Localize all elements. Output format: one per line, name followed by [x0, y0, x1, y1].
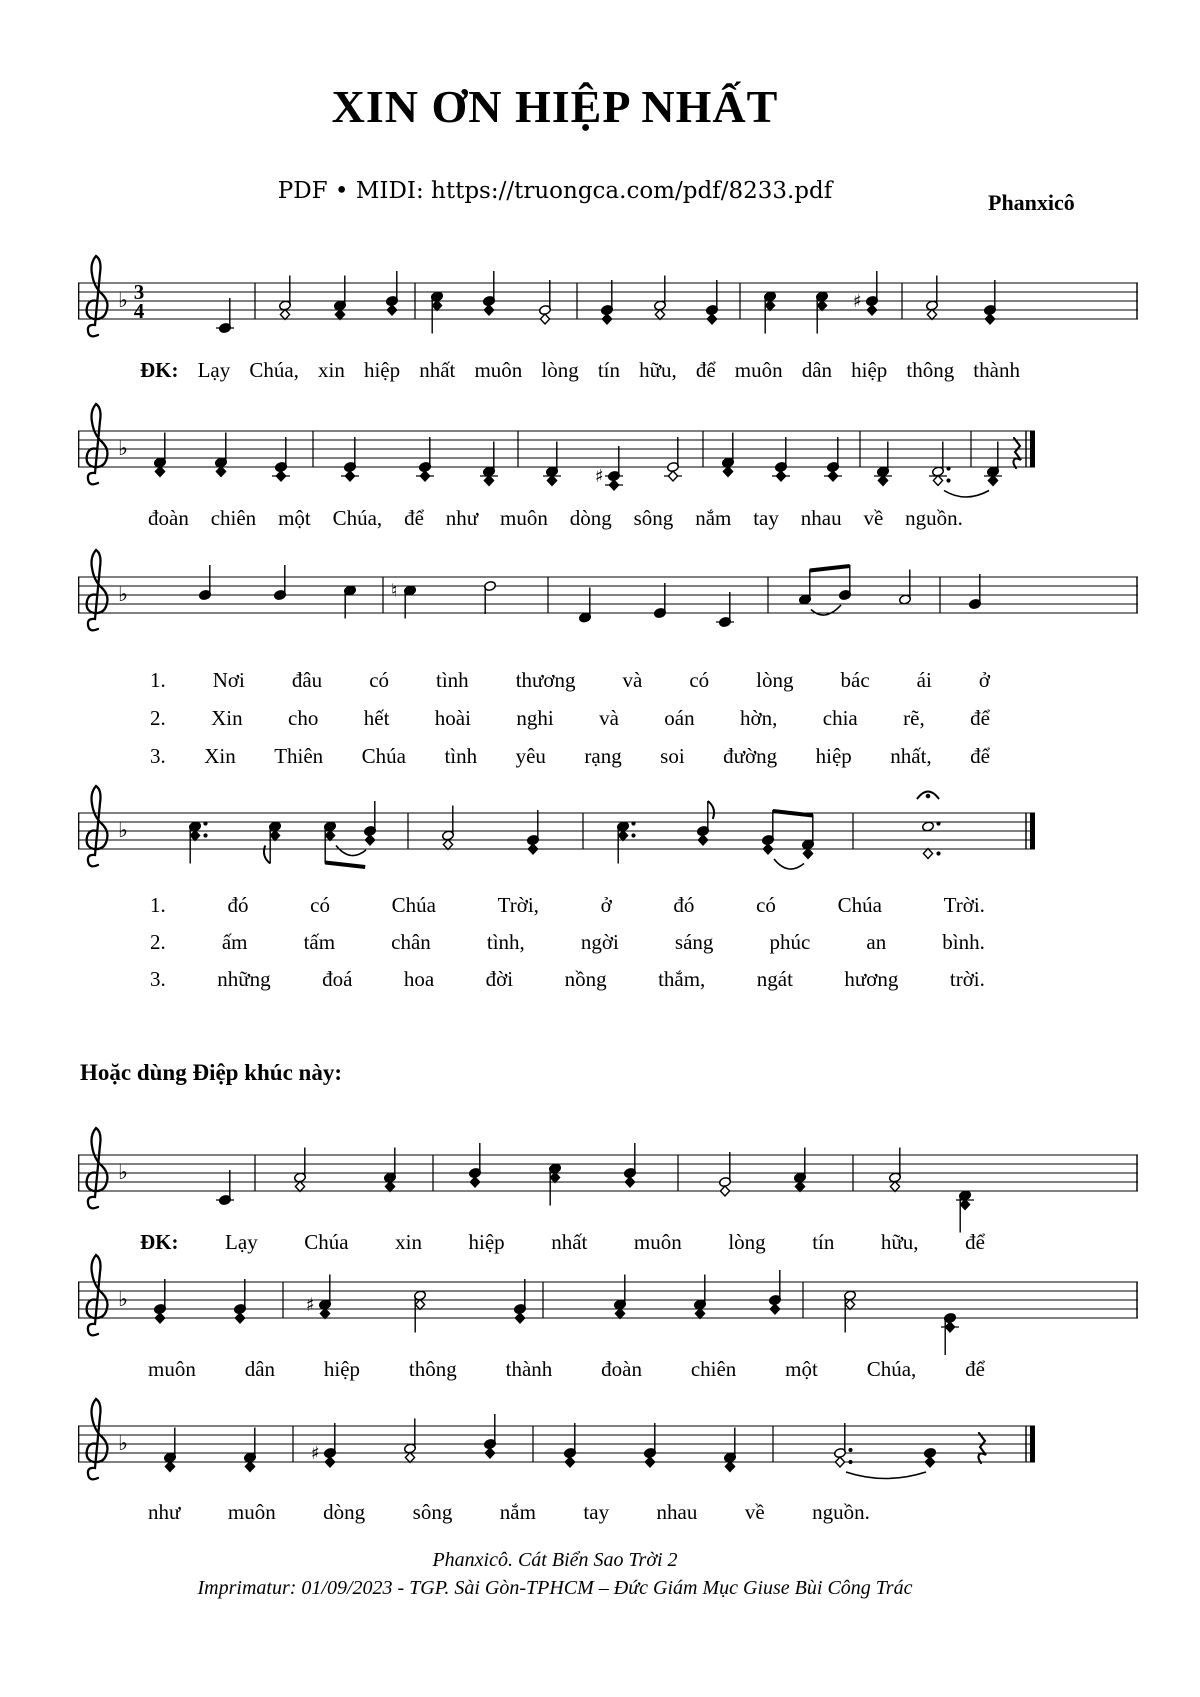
lyric-word: thương: [515, 668, 576, 692]
lyric-word: nhất: [419, 358, 456, 382]
svg-text:3: 3: [133, 280, 145, 304]
lyric-word: phúc: [769, 930, 811, 954]
lyric-word: Trời.: [943, 893, 985, 917]
lyric-word: chia: [822, 706, 858, 730]
lyric-word: về: [863, 506, 884, 530]
lyric-word: hết: [363, 706, 390, 730]
lyric-word: thành: [973, 358, 1020, 382]
lyric-verse-a-3: [150, 742, 990, 770]
lyric-word: ái: [916, 668, 932, 692]
lyric-word: lòng: [728, 1230, 766, 1254]
lyric-word: tín: [812, 1230, 835, 1254]
lyric-word: nguồn.: [905, 506, 963, 530]
lyric-word: trời.: [949, 967, 985, 991]
lyric-word: lòng: [756, 668, 794, 692]
lyric-word: 2.: [150, 706, 166, 730]
lyric-word: đời: [485, 967, 514, 991]
lyric-word: để: [965, 1230, 985, 1254]
lyric-word: hoài: [434, 706, 471, 730]
lyric-word: nguồn.: [812, 1500, 870, 1524]
lyric-word: Thiên: [274, 744, 324, 768]
lyric-word: 3.: [150, 967, 166, 991]
lyric-word: đó: [673, 893, 695, 917]
lyric-word: dân: [244, 1357, 276, 1381]
lyric-word: hiệp: [363, 358, 401, 382]
svg-text:♯: ♯: [311, 1443, 320, 1464]
footer-line-1: Phanxicô. Cát Biển Sao Trời 2: [432, 1549, 678, 1571]
lyric-word: để: [404, 506, 424, 530]
svg-text:♯: ♯: [595, 466, 604, 487]
lyric-word: bác: [840, 668, 870, 692]
music-staff-7: [78, 1386, 1035, 1510]
lyric-word: cho: [288, 706, 319, 730]
lyric-word: nắm: [695, 506, 732, 530]
lyric-word: nắm: [499, 1500, 536, 1524]
lyric-word: rạng: [584, 744, 622, 768]
lyric-word: dân: [801, 358, 833, 382]
lyric-word: ở: [600, 893, 612, 917]
lyric-word: xin: [395, 1230, 422, 1254]
lyric-word: rẽ,: [903, 706, 925, 730]
lyric-word: có: [756, 893, 776, 917]
lyric-word: chân: [391, 930, 431, 954]
lyric-word: Chúa,: [249, 358, 299, 382]
lyric-word: Trời,: [497, 893, 539, 917]
lyric-word: oán: [664, 706, 695, 730]
lyric-word: hoa: [403, 967, 435, 991]
lyric-word: đó: [227, 893, 249, 917]
lyric-word: có: [689, 668, 710, 692]
lyric-word: để: [970, 706, 990, 730]
lyric-word: Chúa: [304, 1230, 349, 1254]
pdf-midi-link-text: PDF • MIDI: https://truongca.com/pdf/8233.pdf: [277, 178, 833, 204]
lyric-word: muôn: [500, 506, 548, 530]
composer-name: Phanxicô: [988, 190, 1075, 215]
lyric-word: như: [148, 1500, 181, 1524]
lyric-word: hiệp: [815, 744, 852, 768]
svg-text:♭: ♭: [118, 436, 128, 460]
lyric-word: Chúa,: [332, 506, 383, 530]
lyric-word: Chúa: [391, 893, 436, 917]
svg-text:♭: ♭: [118, 818, 128, 842]
svg-text:♭: ♭: [118, 1287, 128, 1311]
lyric-word: sông: [412, 1500, 453, 1524]
lyric-word: tấm: [303, 930, 336, 954]
lyric-word: 1.: [150, 893, 166, 917]
svg-text:♭: ♭: [118, 1431, 128, 1455]
lyric-refrain-2-line-2: [148, 1355, 985, 1383]
lyric-word: và: [599, 706, 619, 730]
lyric-word: tình: [444, 744, 478, 768]
music-staff-1: [78, 243, 1138, 367]
lyric-word: hiệp: [851, 358, 888, 382]
lyric-word: một: [785, 1357, 818, 1381]
lyric-word: dòng: [569, 506, 612, 530]
svg-text:♭: ♭: [118, 288, 128, 312]
lyric-word: về: [744, 1500, 765, 1524]
lyric-word: thông: [408, 1357, 457, 1381]
lyric-word: nghi: [516, 706, 554, 730]
lyric-word: Xin: [204, 744, 236, 768]
lyric-word: đoàn: [601, 1357, 642, 1381]
footer-line-2: Imprimatur: 01/09/2023 - TGP. Sài Gòn-TPHCM – Đức Giám Mục Giuse Bùi Công Trác: [197, 1577, 913, 1599]
svg-text:4: 4: [133, 299, 145, 323]
lyric-word: một: [278, 506, 311, 530]
lyric-word: tình,: [486, 930, 525, 954]
page-title: XIN ƠN HIỆP NHẤT: [331, 81, 779, 132]
lyric-word: an: [866, 930, 887, 954]
lyric-word: để: [965, 1357, 985, 1381]
svg-text:♮: ♮: [391, 580, 398, 602]
lyric-verse-a-1: [150, 666, 990, 694]
lyric-word: ngời: [580, 930, 619, 954]
svg-text:♯: ♯: [306, 1294, 315, 1316]
lyric-word: Chúa,: [866, 1357, 917, 1381]
lyric-word: 1.: [150, 668, 166, 692]
lyric-word: nhất,: [890, 744, 932, 768]
lyric-word: bình.: [942, 930, 985, 954]
lyric-word: xin: [318, 358, 345, 382]
lyric-verse-a-2: [150, 704, 990, 732]
lyric-word: yêu: [515, 744, 546, 768]
lyric-word: ngát: [756, 967, 793, 991]
lyric-word: thông: [906, 358, 955, 382]
lyric-word: chiên: [690, 1357, 737, 1381]
lyric-word: lòng: [541, 358, 579, 382]
lyric-word: dòng: [323, 1500, 366, 1524]
music-staff-6: [78, 1242, 1138, 1366]
lyric-word: hiệp: [468, 1230, 505, 1254]
lyric-word: đoàn: [148, 506, 189, 530]
lyric-word: có: [310, 893, 330, 917]
svg-text:♭: ♭: [118, 1160, 128, 1184]
lyric-word: Chúa: [361, 744, 406, 768]
lyric-word: đoá: [322, 967, 353, 991]
music-staff-4: [78, 773, 1035, 897]
lyric-word: muôn: [474, 358, 523, 382]
lyric-word: ĐK:: [140, 1230, 179, 1254]
lyric-word: đường: [723, 744, 778, 768]
lyric-word: tình: [436, 668, 469, 692]
lyric-word: sông: [633, 506, 674, 530]
music-staff-2: [78, 391, 1035, 515]
svg-text:♯: ♯: [853, 291, 862, 312]
svg-text:♭: ♭: [118, 582, 128, 606]
lyric-word: sáng: [674, 930, 714, 954]
lyric-word: ở: [978, 668, 990, 692]
lyric-word: thắm,: [658, 967, 706, 991]
lyric-word: nhau: [656, 1500, 698, 1524]
lyric-refrain-1-line-1: [140, 356, 1020, 384]
lyric-word: tay: [753, 506, 779, 530]
lyric-word: soi: [660, 744, 685, 768]
lyric-verse-b-1: [150, 891, 985, 919]
music-staff-5: [78, 1115, 1138, 1239]
lyric-word: tín: [597, 358, 620, 382]
lyric-word: muôn: [633, 1230, 682, 1254]
lyric-word: Nơi: [212, 668, 245, 692]
lyric-word: ĐK:: [140, 358, 179, 382]
lyric-word: hữu,: [639, 358, 677, 382]
lyric-word: Lạy: [225, 1230, 258, 1254]
lyric-word: như: [445, 506, 479, 530]
lyric-verse-b-2: [150, 928, 985, 956]
lyric-word: để: [970, 744, 990, 768]
lyric-word: nồng: [564, 967, 607, 991]
lyric-word: và: [622, 668, 643, 692]
music-staff-3: [78, 537, 1138, 661]
lyric-word: 2.: [150, 930, 166, 954]
lyric-verse-b-3: [150, 965, 985, 993]
lyric-word: nhất: [551, 1230, 588, 1254]
lyric-word: hiệp: [323, 1357, 361, 1381]
lyric-refrain-2-line-3: [148, 1498, 870, 1526]
lyric-word: Xin: [211, 706, 243, 730]
section-heading: Hoặc dùng Điệp khúc này:: [80, 1060, 343, 1085]
lyric-word: muôn: [227, 1500, 276, 1524]
lyric-word: hương: [844, 967, 899, 991]
lyric-word: những: [217, 967, 271, 991]
lyric-word: 3.: [150, 744, 166, 768]
lyric-word: Lạy: [197, 358, 231, 382]
lyric-word: có: [369, 668, 390, 692]
lyric-word: muôn: [734, 358, 783, 382]
lyric-word: nhau: [800, 506, 842, 530]
lyric-word: muôn: [148, 1357, 196, 1381]
lyric-word: để: [695, 358, 716, 382]
lyric-word: Chúa: [837, 893, 882, 917]
lyric-word: chiên: [210, 506, 257, 530]
lyric-word: đâu: [291, 668, 323, 692]
lyric-word: hữu,: [880, 1230, 919, 1254]
lyric-word: ấm: [221, 930, 248, 954]
lyric-word: tay: [583, 1500, 610, 1524]
lyric-refrain-1-line-2: [148, 504, 963, 532]
lyric-word: hờn,: [740, 706, 778, 730]
lyric-word: thành: [505, 1357, 553, 1381]
